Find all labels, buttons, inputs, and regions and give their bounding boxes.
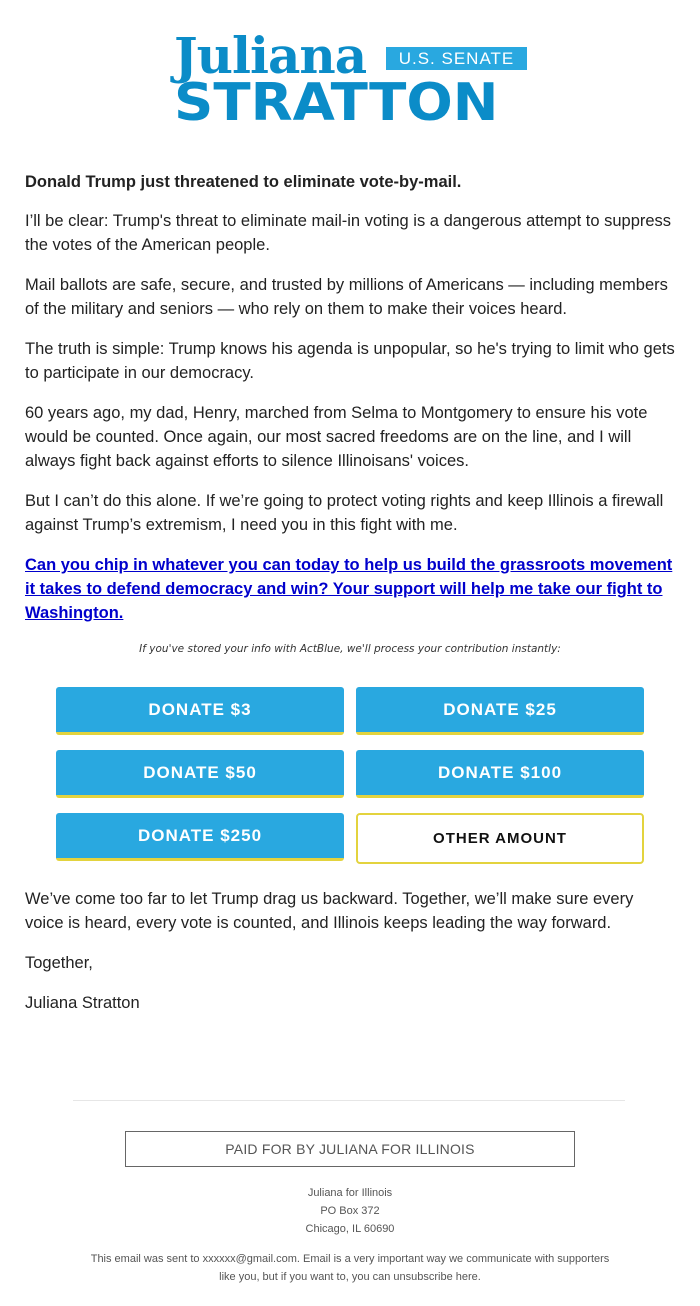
email-body: [25, 170, 675, 673]
recipient-email-link[interactable]: xxxxxx@gmail.com: [202, 1253, 297, 1265]
donate-250-button[interactable]: DONATE $250: [56, 813, 344, 861]
footer-address: [0, 1184, 700, 1238]
logo-last-name: STRATTON: [174, 73, 499, 133]
logo-senate-badge: U.S. SENATE: [386, 47, 527, 70]
donate-100-button[interactable]: DONATE $100: [356, 750, 644, 798]
address-line: PO Box 372: [320, 1205, 380, 1217]
other-amount-button[interactable]: OTHER AMOUNT: [356, 813, 644, 864]
note-suffix: . Email is a very important way we communicate with supporters like you, but if you want to, you can: [219, 1253, 610, 1283]
body-paragraph: I’ll be clear: Trump's threat to eliminate mail-in voting is a dangerous attempt to suppress the votes of the American people.: [25, 212, 672, 254]
body-paragraph: Mail ballots are safe, secure, and trusted by millions of Americans — including members of the military and seniors — who rely on them to make their voices heard.: [25, 276, 668, 318]
address-line: Juliana for Illinois: [307, 1187, 393, 1199]
donate-25-button[interactable]: DONATE $25: [356, 687, 644, 735]
note-end: .: [477, 1271, 481, 1283]
signoff: Together,: [25, 954, 93, 972]
body-paragraph: 60 years ago, my dad, Henry, marched from Selma to Montgomery to ensure his vote would be counted. Once again, our most sacred freedoms are on the line, and I will always fight back against efforts to silence Illinoisans' voices.: [25, 404, 648, 470]
email-headline: Donald Trump just threatened to eliminate vote-by-mail.: [25, 173, 462, 191]
footer-divider: [73, 1100, 625, 1101]
campaign-logo: [174, 26, 528, 133]
actblue-note: If you've stored your info with ActBlue, we'll process your contribution instantly:: [139, 643, 561, 655]
body-paragraph: But I can’t do this alone. If we’re going to protect voting rights and keep Illinois a firewall against Trump’s extremism, I need you in this fight with me.: [25, 492, 664, 534]
unsubscribe-link[interactable]: unsubscribe here: [393, 1271, 478, 1283]
logo-first-name: Juliana: [174, 26, 367, 85]
paid-for-disclaimer: PAID FOR BY JULIANA FOR ILLINOIS: [125, 1131, 575, 1167]
note-prefix: This email was sent to: [90, 1253, 203, 1265]
signature: Juliana Stratton: [25, 994, 140, 1012]
closing-paragraph: We’ve come too far to let Trump drag us backward. Together, we’ll make sure every voice is heard, every vote is counted, and Illinois keeps leading the way forward.: [25, 890, 634, 932]
body-paragraph: The truth is simple: Trump knows his agenda is unpopular, so he's trying to limit who gets to participate in our democracy.: [25, 340, 675, 382]
footer-note: [90, 1250, 610, 1286]
donate-3-button[interactable]: DONATE $3: [56, 687, 344, 735]
closing-section: [25, 887, 675, 1031]
address-line: Chicago, IL 60690: [305, 1223, 395, 1235]
donate-cta-link[interactable]: Can you chip in whatever you can today to help us build the grassroots movement it takes to defend democracy and win? Your support will help me take our fight to Washington.: [25, 556, 673, 622]
donate-50-button[interactable]: DONATE $50: [56, 750, 344, 798]
